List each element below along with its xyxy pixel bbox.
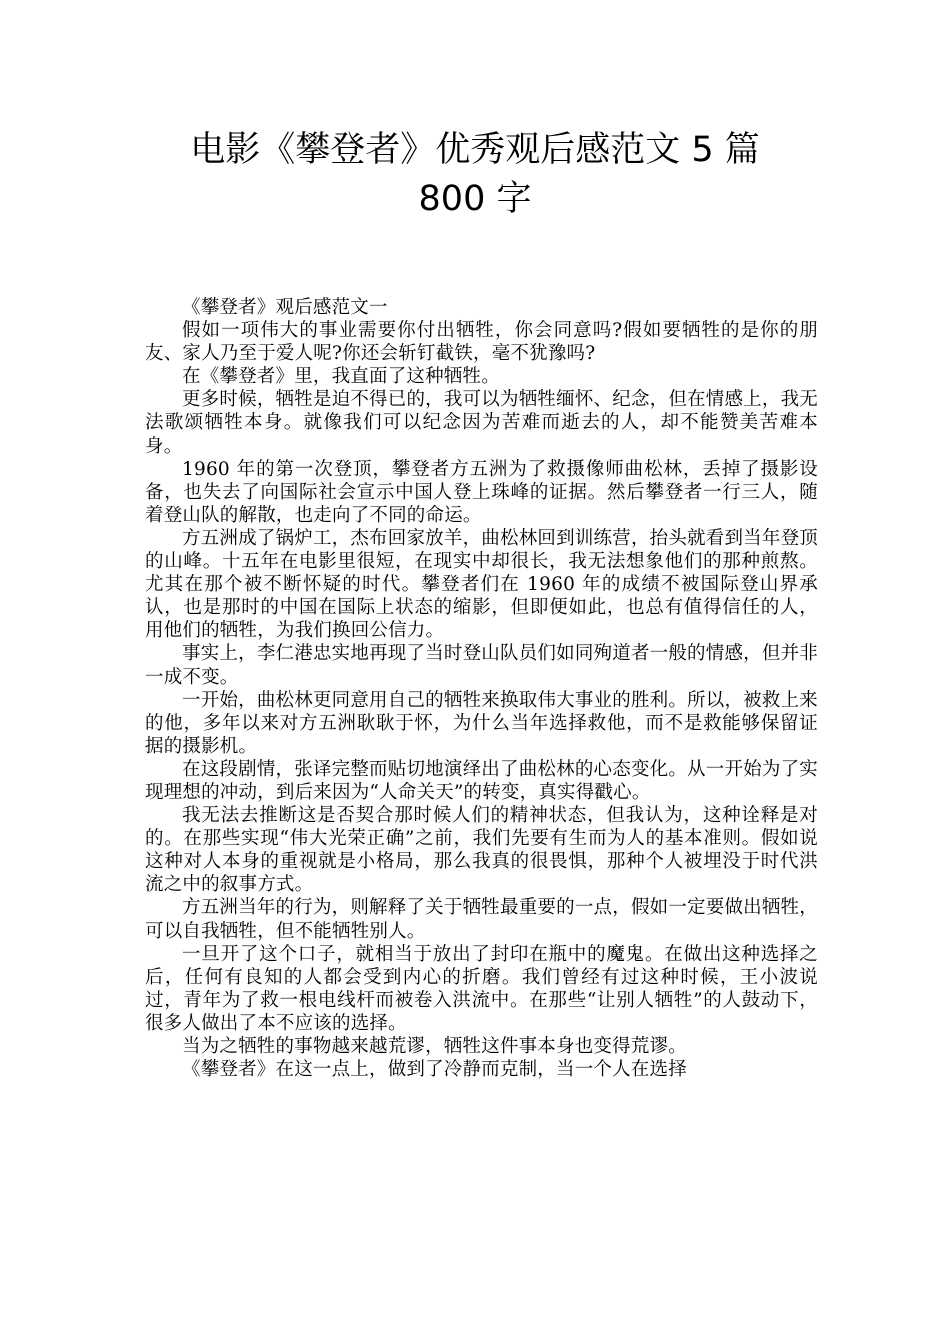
paragraph: 一旦开了这个口子，就相当于放出了封印在瓶中的魔鬼。在做出这种选择之后，任何有良知的人都会受到内心的折磨。我们曾经有过这种时候，王小波说过，青年为了救一根电线杆而被卷入洪流中。在那些“让别人牺牲”的人鼓动下，很多人做出了本不应该的选择。: [145, 943, 818, 1034]
paragraph: 当为之牺牲的事物越来越荒谬，牺牲这件事本身也变得荒谬。: [182, 1036, 687, 1057]
title-line-2: 800 字: [418, 179, 532, 219]
paragraph: 更多时候，牺牲是迫不得已的，我可以为牺牲缅怀、纪念，但在情感上，我无法歌颂牺牲本身。就像我们可以纪念因为苦难而逝去的人，却不能赞美苦难本身。: [145, 389, 818, 457]
paragraph: 假如一项伟大的事业需要你付出牺牲，你会同意吗?假如要牺牲的是你的朋友、家人乃至于爱人呢?你还会斩钉截铁，毫不犹豫吗?: [145, 320, 818, 365]
paragraph: 一开始，曲松林更同意用自己的牺牲来换取伟大事业的胜利。所以，被救上来的他，多年以来对方五洲耿耿于怀，为什么当年选择救他，而不是救能够保留证据的摄影机。: [145, 689, 818, 757]
paragraph: 方五洲当年的行为，则解释了关于牺牲最重要的一点，假如一定要做出牺牲，可以自我牺牲，但不能牺牲别人。: [145, 897, 818, 942]
paragraph: 事实上，李仁港忠实地再现了当时登山队员们如同殉道者一般的情感，但并非一成不变。: [145, 643, 818, 688]
document-title: [0, 126, 950, 224]
paragraph: 1960 年的第一次登顶，攀登者方五洲为了救摄像师曲松林，丢掉了摄影设备，也失去了向国际社会宣示中国人登上珠峰的证据。然后攀登者一行三人，随着登山队的解散，也走向了不同的命运。: [145, 458, 818, 526]
paragraph: 方五洲成了锅炉工，杰布回家放羊，曲松林回到训练营，抬头就看到当年登顶的山峰。十五年在电影里很短，在现实中却很长，我无法想象他们的那种煎熬。尤其在那个被不断怀疑的时代。攀登者们在 1960 年的成绩不被国际登山界承认，也是那时的中国在国际上状态的缩影，但即便如此，也总有值得信任的人，用他们的牺牲，为我们换回公信力。: [145, 527, 818, 642]
paragraph: 在《攀登者》里，我直面了这种牺牲。: [182, 366, 500, 388]
paragraph: 《攀登者》在这一点上，做到了冷静而克制，当一个人在选择: [182, 1059, 687, 1081]
title-line-1: 电影《攀登者》优秀观后感范文 5 篇: [190, 130, 760, 170]
article-body: [145, 296, 818, 1081]
paragraph: 我无法去推断这是否契合那时候人们的精神状态，但我认为，这种诠释是对的。在那些实现“伟大光荣正确”之前，我们先要有生而为人的基本准则。假如说这种对人本身的重视就是小格局，那么我真的很畏惧，那种个人被埋没于时代洪流之中的叙事方式。: [145, 805, 818, 896]
section-heading: 《攀登者》观后感范文一: [182, 297, 388, 318]
paragraph: 在这段剧情，张译完整而贴切地演绎出了曲松林的心态变化。从一开始为了实现理想的冲动，到后来因为“人命关天”的转变，真实得戳心。: [145, 758, 818, 803]
